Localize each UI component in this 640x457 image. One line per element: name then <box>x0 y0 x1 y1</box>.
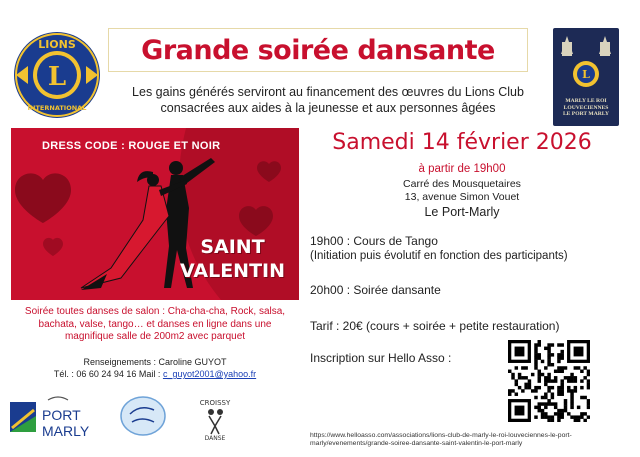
valentin-text: VALENTIN <box>179 260 286 282</box>
program-item-2: 20h00 : Soirée dansante <box>310 283 441 297</box>
danse-text: DANSE <box>204 435 226 440</box>
program-item-1-note: (Initiation puis évolutif en fonction des participants) <box>310 250 568 262</box>
helloasso-qr-code[interactable] <box>508 340 590 422</box>
program-item-1: 19h00 : Cours de Tango <box>310 234 438 248</box>
dances-description <box>11 306 299 344</box>
venue-city: Le Port-Marly <box>424 205 500 219</box>
contact-email-link[interactable]: c_guyot2001@yahoo.fr <box>162 369 257 379</box>
saint-valentin-text <box>175 235 290 283</box>
event-address <box>312 178 612 204</box>
port-text: PORT <box>42 407 81 423</box>
dances-line-1: Soirée toutes danses de salon : Cha-cha-cha, Rock, salsa, <box>24 306 286 317</box>
dance-club-logo <box>120 396 166 436</box>
venue-street: 13, avenue Simon Vouet <box>404 191 520 203</box>
saint-text: SAINT <box>200 236 265 258</box>
port-marly-logo <box>8 396 94 442</box>
program-tarif: Tarif : 20€ (cours + soirée + petite restauration) <box>310 319 560 333</box>
lions-logo-top-text: LIONS <box>38 38 76 51</box>
contact-info <box>11 356 299 380</box>
contact-phone: Tél. : 06 60 24 94 16 Mail : <box>53 369 163 379</box>
plaque-line-3: LE PORT MARLY <box>562 111 610 118</box>
event-start-time: à partir de 19h00 <box>418 163 506 175</box>
dances-line-2: bachata, valse, tango… et danses en ligne dans une <box>38 318 272 330</box>
contact-label: Renseignements : Caroline GUYOT <box>83 357 227 367</box>
svg-text:L: L <box>582 68 590 81</box>
title-box <box>108 28 528 72</box>
program-tango <box>310 234 568 264</box>
event-date: Samedi 14 février 2026 <box>332 130 592 155</box>
plaque-text <box>553 98 619 118</box>
croissy-danse-logo <box>193 396 237 440</box>
dress-code-text: DRESS CODE : ROUGE ET NOIR <box>42 140 221 152</box>
page-title: Grande soirée dansante <box>141 34 495 66</box>
club-plaque-logo <box>553 28 619 126</box>
helloasso-url[interactable]: https://www.helloasso.com/associations/lions-club-de-marly-le-roi-louveciennes-le-port-marly/evenements/grande-soiree-dansante-saint-valentin-le-port-marly <box>310 432 572 448</box>
marly-text: MARLY <box>42 423 90 439</box>
contact-phone-line <box>11 368 299 380</box>
lions-logo-letter: L <box>47 62 67 92</box>
dances-line-3: magnifique salle de 200m2 avec parquet <box>64 331 246 342</box>
plaque-line-2: LOUVECIENNES <box>563 104 609 111</box>
program-inscription: Inscription sur Hello Asso : <box>310 351 452 365</box>
plaque-line-1: MARLY LE ROI <box>565 98 607 104</box>
lions-international-logo <box>12 30 102 120</box>
lions-logo-bottom-text: INTERNATIONAL <box>27 104 87 112</box>
subtitle-line-1: Les gains générés serviront au financement des œuvres du Lions Club <box>132 85 524 99</box>
subtitle <box>108 84 548 116</box>
venue-name: Carré des Mousquetaires <box>403 178 521 190</box>
subtitle-line-2: consacrées aux aides à la jeunesse et aux personnes âgées <box>160 101 496 115</box>
croissy-text: CROISSY <box>199 399 231 407</box>
